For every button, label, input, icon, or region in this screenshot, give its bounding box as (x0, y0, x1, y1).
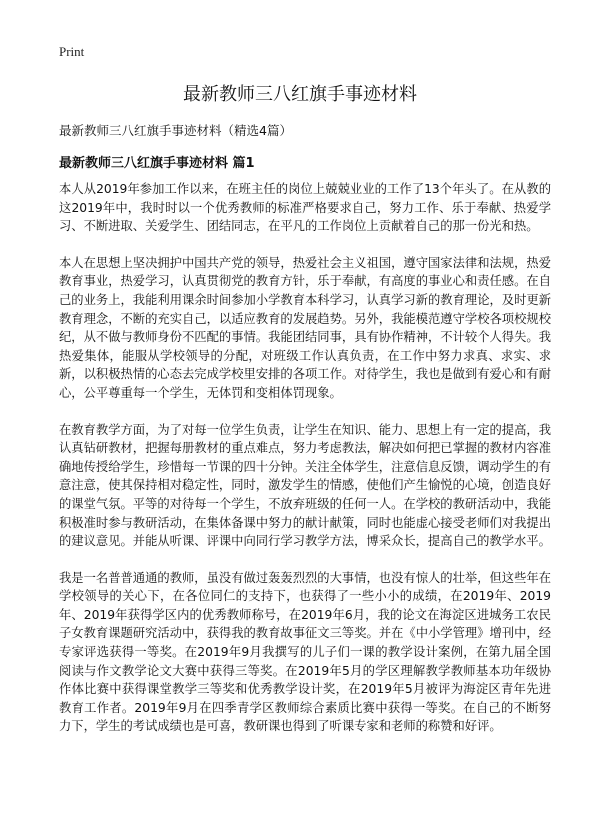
body-paragraph: 在教育教学方面，为了对每一位学生负责，让学生在知识、能力、思想上有一定的提高，我认真钻研教材，把握每册教材的重点难点，努力考虑教法，解决如何把已掌握的教材内容准确地传授给学生，珍惜每一节课的四十分钟。关注全体学生，注意信息反馈，调动学生的有意注意，使其保持相对稳定性，同时，激发学生的情感，使他们产生愉悦的心境，创造良好的课堂气氛。平等的对待每一个学生，不放弃班级的任何一人。在学校的教研活动中，我能积极准时参与教研活动，在集体备课中努力的献计献策，同时也能虚心接受老师们对我提出的建议意见。并能从听课、评课中向同行学习教学方法，博采众长，提高自己的教学水平。 (59, 422, 551, 549)
section-heading: 最新教师三八红旗手事迹材料 篇1 (59, 156, 255, 171)
document-subtitle: 最新教师三八红旗手事迹材料（精选4篇） (59, 123, 292, 138)
print-link[interactable]: Print (59, 44, 85, 59)
document-title: 最新教师三八红旗手事迹材料 (183, 84, 417, 105)
body-paragraph: 本人从2019年参加工作以来，在班主任的岗位上兢兢业业的工作了13个年头了。在从教的这2019年中，我时时以一个优秀教师的标准严格要求自己，努力工作、乐于奉献、热爱学习、不断进取、关爱学生、团结同志，在平凡的工作岗位上贡献着自己的那一份光和热。 (59, 182, 551, 234)
body-paragraph: 我是一名普普通通的教师，虽没有做过轰轰烈烈的大事情，也没有惊人的壮举，但这些年在学校领导的关心下，在各位同仁的支持下，也获得了一些小小的成绩，在2019年、2019年、2019年获得学区内的优秀教师称号，在2019年6月，我的论文在海淀区进城务工农民子女教育课题研究活动中，获得我的教育故事征文三等奖。并在《中小学管理》增刊中，经专家评选获得一等奖。在2019年9月我撰写的儿子们一课的教学设计案例，在第九届全国阅读与作文教学论文大赛中获得三等奖。在2019年5月的学区理解教学教师基本功年级协作体比赛中获得课堂教学三等奖和优秀教学设计奖，在2019年5月被评为海淀区青年先进教育工作者。2019年9月在四季青学区教师综合素质比赛中获得一等奖。在自己的不断努力下，学生的考试成绩也是可喜，教研课也得到了听课专家和老师的称赞和好评。 (59, 570, 551, 734)
document-body (59, 180, 551, 754)
body-paragraph: 本人在思想上坚决拥护中国共产党的领导，热爱社会主义祖国，遵守国家法律和法规，热爱教育事业，热爱学习，认真贯彻党的教育方针，乐于奉献，有高度的事业心和责任感。在自己的业务上，我能利用课余时间参加小学教育本科学习，认真学习新的教育理论，及时更新教育理念，不断的充实自己，以适应教育的发展趋势。另外，我能模范遵守学校各项校规校纪，从不做与教师身份不匹配的事情。我能团结同事，具有协作精神，不计较个人得失。我热爱集体，能服从学校领导的分配，对班级工作认真负责，在工作中努力求真、求实、求新，以积极热情的心态去完成学校里安排的各项工作。对待学生，我也是做到有爱心和有耐心，公平尊重每一个学生，无体罚和变相体罚现象。 (59, 255, 551, 400)
